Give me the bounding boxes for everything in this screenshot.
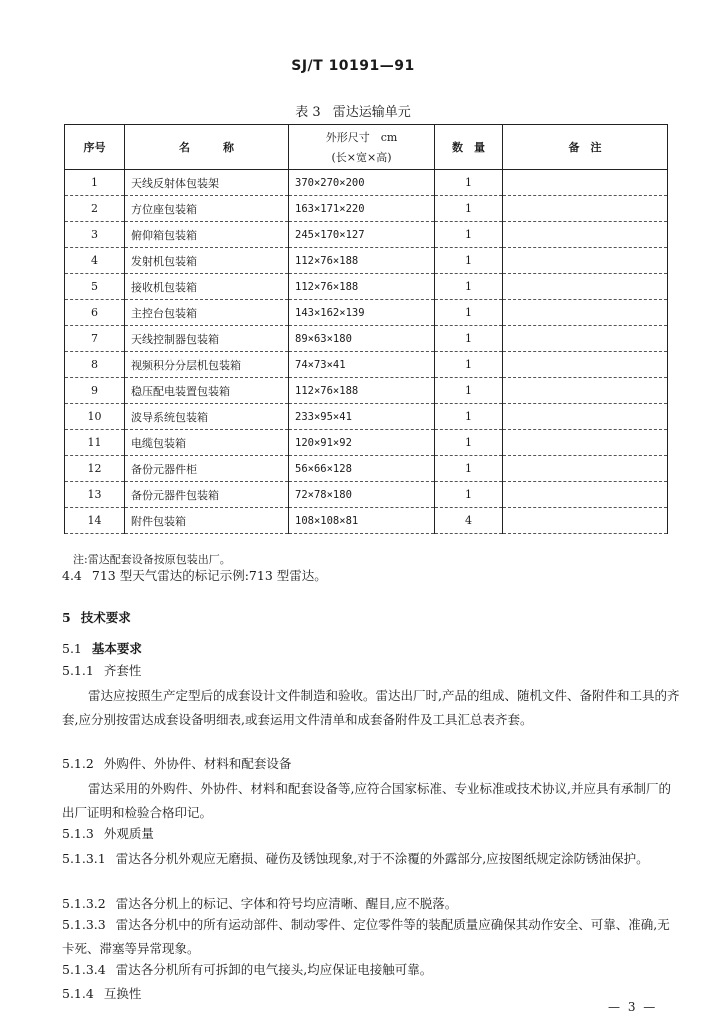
cell-serial: 3 <box>65 222 125 248</box>
table-caption <box>0 101 706 120</box>
cell-serial: 9 <box>65 378 125 404</box>
cell-dimensions: 112×76×188 <box>289 248 435 274</box>
cell-remark <box>503 508 668 534</box>
table-row <box>65 274 668 300</box>
cell-name: 稳压配电装置包装箱 <box>125 378 289 404</box>
cell-quantity: 1 <box>435 196 503 222</box>
section-5-1-3-4-paragraph <box>62 961 432 979</box>
cell-quantity: 1 <box>435 352 503 378</box>
cell-dimensions: 245×170×127 <box>289 222 435 248</box>
cell-name: 波导系统包装箱 <box>125 404 289 430</box>
cell-remark <box>503 196 668 222</box>
cell-name: 备份元器件包装箱 <box>125 482 289 508</box>
cell-dimensions: 120×91×92 <box>289 430 435 456</box>
cell-remark <box>503 274 668 300</box>
header-dimensions-line1: 外形尺寸 cm <box>325 131 398 144</box>
cell-remark <box>503 248 668 274</box>
table-row <box>65 378 668 404</box>
cell-name: 天线控制器包装箱 <box>125 326 289 352</box>
cell-quantity: 1 <box>435 248 503 274</box>
cell-dimensions: 74×73×41 <box>289 352 435 378</box>
transport-unit-table <box>64 124 668 534</box>
table-row <box>65 404 668 430</box>
table-row <box>65 170 668 196</box>
cell-quantity: 1 <box>435 430 503 456</box>
cell-dimensions: 108×108×81 <box>289 508 435 534</box>
cell-name: 方位座包装箱 <box>125 196 289 222</box>
cell-quantity: 1 <box>435 482 503 508</box>
section-5-1-heading <box>62 640 142 658</box>
table-row <box>65 456 668 482</box>
cell-quantity: 1 <box>435 378 503 404</box>
clause-4-4 <box>62 567 327 585</box>
cell-dimensions: 370×270×200 <box>289 170 435 196</box>
section-title: 齐套性 <box>103 663 142 678</box>
cell-serial: 8 <box>65 352 125 378</box>
table-row <box>65 196 668 222</box>
cell-quantity: 1 <box>435 170 503 196</box>
table-row <box>65 300 668 326</box>
cell-dimensions: 112×76×188 <box>289 274 435 300</box>
cell-dimensions: 143×162×139 <box>289 300 435 326</box>
table-note: 注:雷达配套设备按原包装出厂。 <box>73 553 231 566</box>
table-row <box>65 222 668 248</box>
section-number: 5.1.1 <box>62 663 94 678</box>
cell-remark <box>503 456 668 482</box>
section-title: 外购件、外协件、材料和配套设备 <box>103 756 292 771</box>
cell-name: 备份元器件柜 <box>125 456 289 482</box>
cell-remark <box>503 482 668 508</box>
header-quantity: 数 量 <box>435 125 503 170</box>
cell-dimensions: 112×76×188 <box>289 378 435 404</box>
section-title: 互换性 <box>103 986 142 1001</box>
section-5-1-3-2-paragraph <box>62 895 457 913</box>
section-number: 5.1.4 <box>62 986 94 1001</box>
cell-remark <box>503 378 668 404</box>
section-5-1-4-heading <box>62 985 141 1003</box>
cell-quantity: 1 <box>435 274 503 300</box>
cell-quantity: 1 <box>435 222 503 248</box>
cell-dimensions: 89×63×180 <box>289 326 435 352</box>
section-title: 基本要求 <box>91 641 142 656</box>
cell-remark <box>503 326 668 352</box>
table-row <box>65 482 668 508</box>
table-header-row <box>65 125 668 170</box>
section-number: 5 <box>62 610 71 625</box>
cell-serial: 10 <box>65 404 125 430</box>
cell-remark <box>503 430 668 456</box>
table-row <box>65 508 668 534</box>
clause-number: 4.4 <box>62 568 82 583</box>
table-row <box>65 326 668 352</box>
cell-serial: 12 <box>65 456 125 482</box>
section-text: 雷达各分机中的所有运动部件、制动零件、定位零件等的装配质量应确保其动作安全、可靠、准确,无卡死、滞塞等异常现象。 <box>62 917 670 956</box>
header-serial: 序号 <box>65 125 125 170</box>
page-number: — 3 — <box>608 1000 658 1014</box>
section-5-1-3-1-paragraph <box>62 847 682 871</box>
cell-name: 电缆包装箱 <box>125 430 289 456</box>
cell-serial: 13 <box>65 482 125 508</box>
cell-serial: 2 <box>65 196 125 222</box>
table-row <box>65 352 668 378</box>
section-5-1-1-heading <box>62 662 141 680</box>
section-number: 5.1 <box>62 641 82 656</box>
section-text: 雷达各分机所有可拆卸的电气接头,均应保证电接触可靠。 <box>115 962 433 977</box>
section-number: 5.1.3.3 <box>62 917 106 932</box>
cell-dimensions: 72×78×180 <box>289 482 435 508</box>
section-5-1-1-paragraph: 雷达应按照生产定型后的成套设计文件制造和验收。雷达出厂时,产品的组成、随机文件、备附件和工具的齐套,应分别按雷达成套设备明细表,或套运用文件清单和成套备附件及工具汇总表齐套。 <box>62 688 680 727</box>
cell-quantity: 4 <box>435 508 503 534</box>
cell-serial: 5 <box>65 274 125 300</box>
section-5-heading <box>62 609 131 627</box>
section-text: 雷达各分机外观应无磨损、碰伤及锈蚀现象,对于不涂覆的外露部分,应按图纸规定涂防锈油保护。 <box>115 851 649 866</box>
section-5-1-3-3-paragraph <box>62 913 682 961</box>
cell-remark <box>503 300 668 326</box>
section-number: 5.1.3.4 <box>62 962 106 977</box>
cell-remark <box>503 404 668 430</box>
cell-remark <box>503 352 668 378</box>
cell-name: 发射机包装箱 <box>125 248 289 274</box>
cell-dimensions: 56×66×128 <box>289 456 435 482</box>
section-text: 雷达各分机上的标记、字体和符号均应清晰、醒目,应不脱落。 <box>115 896 458 911</box>
cell-remark <box>503 170 668 196</box>
section-title: 外观质量 <box>103 826 154 841</box>
header-remark: 备 注 <box>503 125 668 170</box>
cell-quantity: 1 <box>435 326 503 352</box>
section-number: 5.1.3.1 <box>62 851 106 866</box>
cell-quantity: 1 <box>435 300 503 326</box>
cell-serial: 14 <box>65 508 125 534</box>
cell-serial: 4 <box>65 248 125 274</box>
section-number: 5.1.3.2 <box>62 896 106 911</box>
cell-quantity: 1 <box>435 456 503 482</box>
cell-dimensions: 233×95×41 <box>289 404 435 430</box>
cell-dimensions: 163×171×220 <box>289 196 435 222</box>
cell-name: 附件包装箱 <box>125 508 289 534</box>
cell-name: 俯仰箱包装箱 <box>125 222 289 248</box>
section-5-1-2-heading <box>62 755 291 773</box>
cell-name: 视频积分分层机包装箱 <box>125 352 289 378</box>
cell-quantity: 1 <box>435 404 503 430</box>
cell-serial: 11 <box>65 430 125 456</box>
section-5-1-2-paragraph: 雷达采用的外购件、外协件、材料和配套设备等,应符合国家标准、专业标准或技术协议,并应具有承制厂的出厂证明和检验合格印记。 <box>62 781 671 820</box>
cell-serial: 6 <box>65 300 125 326</box>
section-title: 技术要求 <box>80 610 131 625</box>
section-number: 5.1.3 <box>62 826 94 841</box>
cell-name: 接收机包装箱 <box>125 274 289 300</box>
header-name: 名 称 <box>125 125 289 170</box>
cell-serial: 7 <box>65 326 125 352</box>
table-caption-label: 表 3 <box>295 105 321 120</box>
cell-serial: 1 <box>65 170 125 196</box>
section-number: 5.1.2 <box>62 756 94 771</box>
cell-name: 主控台包装箱 <box>125 300 289 326</box>
table-row <box>65 248 668 274</box>
table-row <box>65 430 668 456</box>
document-id-header: SJ/T 10191—91 <box>291 58 415 74</box>
header-dimensions <box>289 125 435 170</box>
cell-remark <box>503 222 668 248</box>
cell-name: 天线反射体包装架 <box>125 170 289 196</box>
section-5-1-3-heading <box>62 825 154 843</box>
header-dimensions-line2: (长×宽×高) <box>331 151 392 164</box>
clause-text: 713 型天气雷达的标记示例:713 型雷达。 <box>91 568 327 583</box>
table-caption-title: 雷达运输单元 <box>332 105 411 120</box>
